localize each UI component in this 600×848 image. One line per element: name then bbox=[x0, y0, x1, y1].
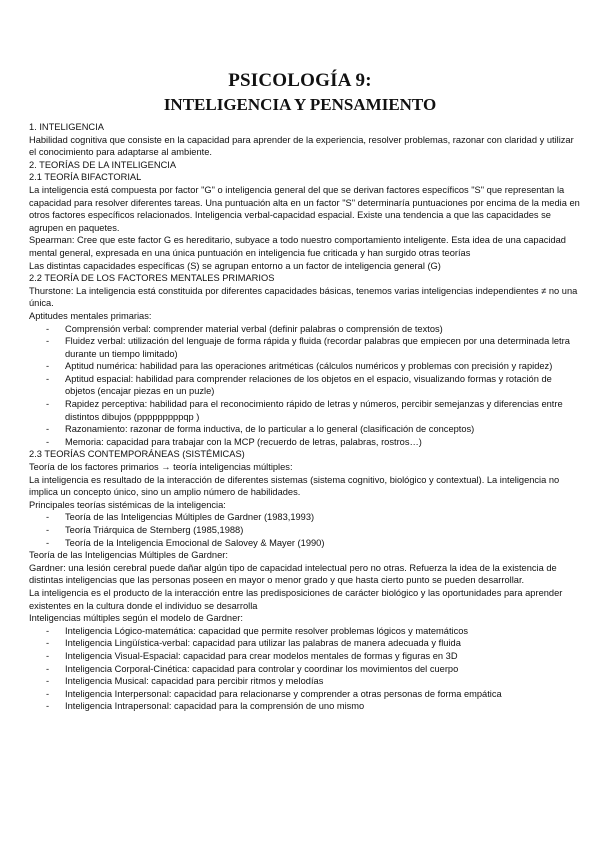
list-item: - Rapidez perceptiva: habilidad para el reconocimiento rápido de letras y números, percibir semejanzas y diferencias entre distintos dibujos (pppppppppqp ) bbox=[29, 398, 581, 423]
list-item: - Fluidez verbal: utilización del lenguaje de forma rápida y fluida (recordar palabras que empiecen por una determinada letra durante un tiempo limitado) bbox=[29, 335, 581, 360]
list-item: - Inteligencia Lingüística-verbal: capacidad para utilizar las palabras de manera adecuada y fluida bbox=[29, 637, 581, 650]
theories-list bbox=[29, 511, 581, 549]
list-item: - Inteligencia Corporal-Cinética: capacidad para controlar y coordinar los movimientos del cuerpo bbox=[29, 663, 581, 676]
list-item: - Memoria: capacidad para trabajar con la MCP (recuerdo de letras, palabras, rostros…) bbox=[29, 436, 581, 449]
document-subtitle: INTELIGENCIA Y PENSAMIENTO bbox=[163, 95, 437, 114]
list-item: - Comprensión verbal: comprender material verbal (definir palabras o comprensión de textos) bbox=[29, 323, 581, 336]
list-item: - Inteligencia Interpersonal: capacidad para relacionarse y comprender a otras personas de forma empática bbox=[29, 688, 581, 701]
paragraph: Las distintas capacidades específicas (S) se agrupan entorno a un factor de inteligencia general (G) bbox=[29, 260, 441, 271]
list-item: - Teoría de la Inteligencia Emocional de Salovey & Mayer (1990) bbox=[29, 537, 581, 550]
paragraph: Teoría de las Inteligencias Múltiples de Gardner: bbox=[29, 550, 228, 561]
section-heading: 1. INTELIGENCIA bbox=[29, 122, 104, 132]
list-item: - Inteligencia Intrapersonal: capacidad para la comprensión de uno mismo bbox=[29, 700, 581, 713]
paragraph: La inteligencia es el producto de la interacción entre las predisposiciones de carácter biológico y las oportunidades para aprender existentes en la cultura donde el individuo se desarrolla bbox=[29, 587, 563, 611]
list-item: - Inteligencia Lógico-matemática: capacidad que permite resolver problemas lógicos y matemáticos bbox=[29, 625, 581, 638]
intelligences-list bbox=[29, 625, 581, 713]
list-item: - Teoría Triárquica de Sternberg (1985,1988) bbox=[29, 524, 581, 537]
aptitudes-list bbox=[29, 323, 581, 449]
paragraph: La inteligencia es resultado de la interacción de diferentes sistemas (sistema cognitivo, biológico y contextual). La inteligencia no implica un concepto único, sino un amplio número de habilidades. bbox=[29, 474, 560, 498]
document-body bbox=[29, 121, 581, 713]
list-item: - Aptitud numérica: habilidad para las operaciones aritméticas (cálculos numéricos y problemas con precisión y rapidez) bbox=[29, 360, 581, 373]
list-item: - Teoría de las Inteligencias Múltiples de Gardner (1983,1993) bbox=[29, 511, 581, 524]
section-heading: 2.3 TEORÍAS CONTEMPORÁNEAS (SISTÉMICAS) bbox=[29, 449, 245, 460]
paragraph: Teoría de los factores primarios → teoría inteligencias múltiples: bbox=[29, 462, 293, 473]
list-item: - Aptitud espacial: habilidad para comprender relaciones de los objetos en el espacio, visualizando formas y rotación de objetos (encajar piezas en un puzle) bbox=[29, 373, 581, 398]
paragraph: La inteligencia está compuesta por factor "G" o inteligencia general del que se derivan factores específicos "S" que representan la capacidad para resolver diferentes tareas. Una puntuación alta en un factor "S" determinaría puntuaciones por encima de la media en otros factores específicos relacionados. Inteligencia verbal-capacidad espacial. Existe una tendencia a que las capacidades se agrupen en paquetes. bbox=[29, 184, 580, 233]
section-heading: 2.2 TEORÍA DE LOS FACTORES MENTALES PRIMARIOS bbox=[29, 273, 275, 284]
list-item: - Inteligencia Musical: capacidad para percibir ritmos y melodías bbox=[29, 675, 581, 688]
section-heading: 2.1 TEORÍA BIFACTORIAL bbox=[29, 172, 142, 183]
document-title: PSICOLOGÍA 9: bbox=[228, 70, 372, 91]
paragraph: Habilidad cognitiva que consiste en la capacidad para aprender de la experiencia, resolver problemas, razonar con claridad y utilizar el conocimiento para adaptarse al ambiente. bbox=[29, 134, 574, 158]
section-heading: 2. TEORÍAS DE LA INTELIGENCIA bbox=[29, 159, 177, 170]
paragraph: Thurstone: La inteligencia está constituida por diferentes capacidades básicas, tenemos varias inteligencias independientes ≠ no una única. bbox=[29, 285, 578, 309]
list-item: - Inteligencia Visual-Espacial: capacidad para crear modelos mentales de formas y figuras en 3D bbox=[29, 650, 581, 663]
list-item: - Razonamiento: razonar de forma inductiva, de lo particular a lo general (clasificación de conceptos) bbox=[29, 423, 581, 436]
paragraph: Principales teorías sistémicas de la inteligencia: bbox=[29, 499, 226, 510]
paragraph: Aptitudes mentales primarias: bbox=[29, 310, 152, 321]
paragraph: Inteligencias múltiples según el modelo de Gardner: bbox=[29, 613, 243, 624]
paragraph: Spearman: Cree que este factor G es hereditario, subyace a todo nuestro comportamiento inteligente. Esta idea de una capacidad mental general, expresada en una única puntuación en inteligencia fue criticada y han surgido otras teorías bbox=[29, 235, 566, 258]
paragraph: Gardner: una lesión cerebral puede dañar algún tipo de capacidad intelectual pero no otras. Refuerza la idea de la existencia de distintas inteligencias que las personas poseen en mayor o menor grado y que hasta cierto punto se pueden desarrollar. bbox=[29, 562, 557, 586]
